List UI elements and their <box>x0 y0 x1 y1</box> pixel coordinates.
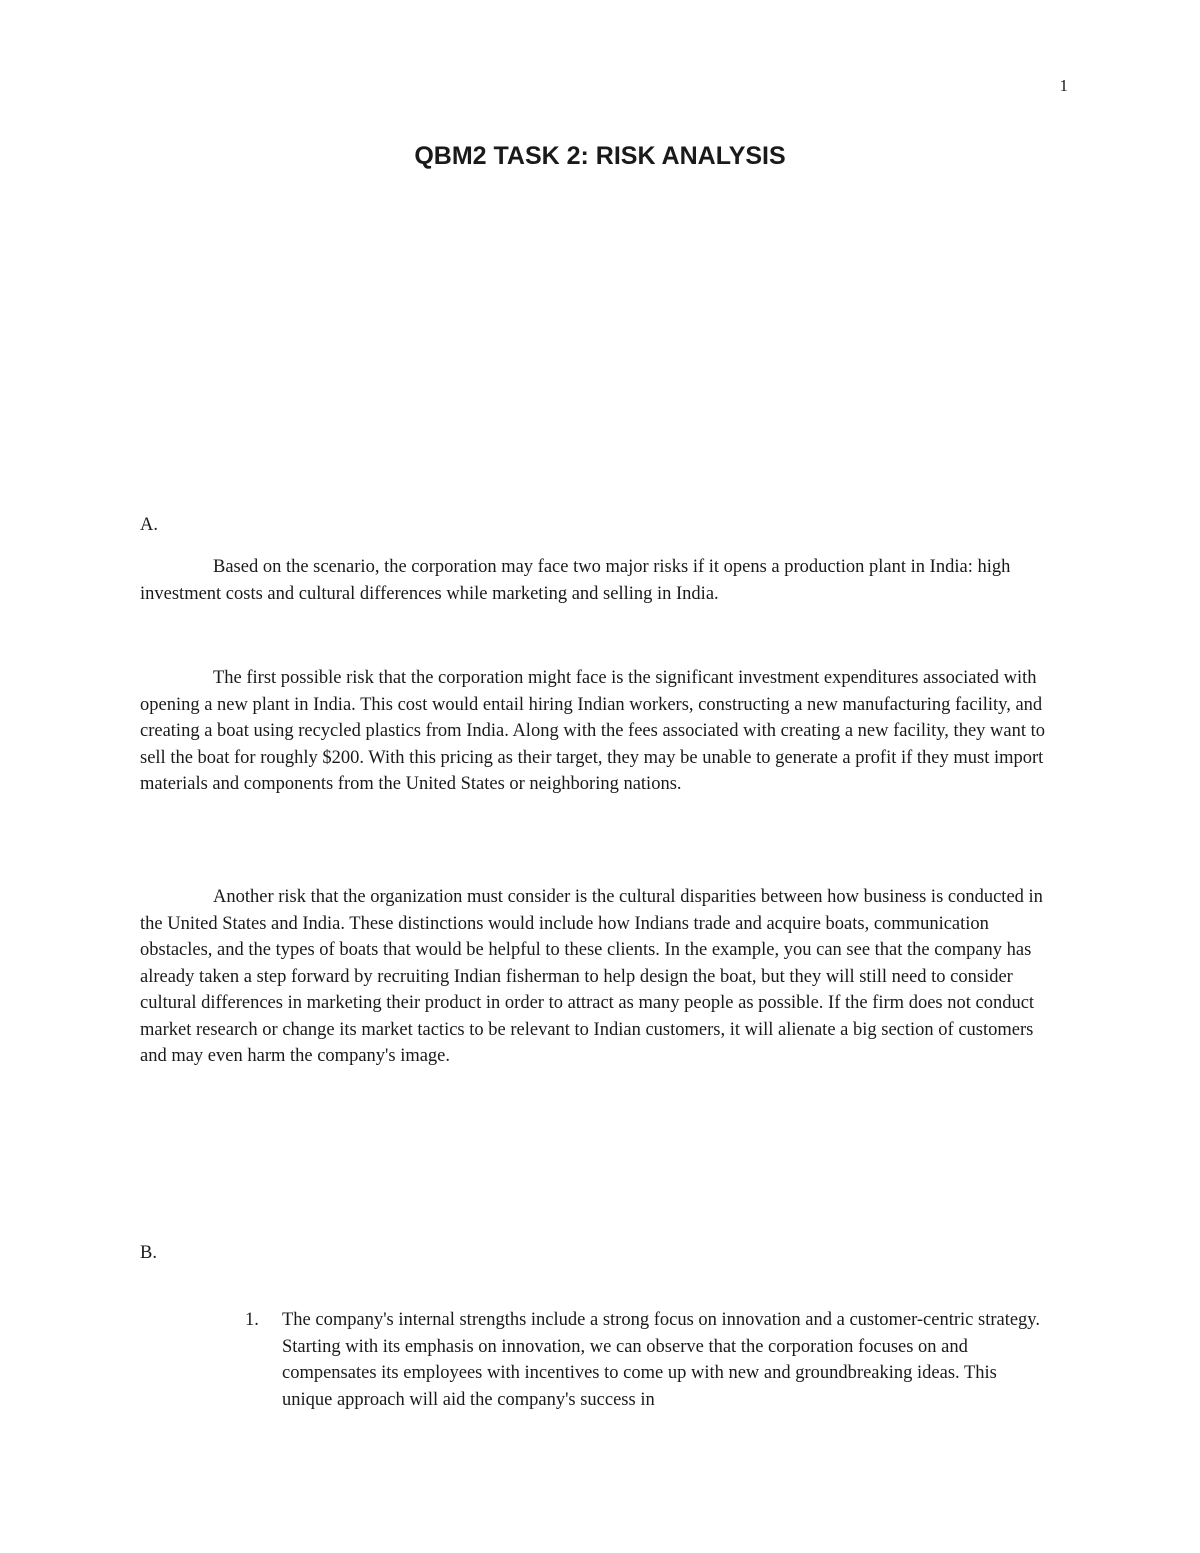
section-a-paragraph-2: The first possible risk that the corporation might face is the significant investment expenditures associated with opening a new plant in India. This cost would entail hiring Indian workers, constructing a new manufacturing facility, and creating a boat using recycled plastics from India. Along with the fees associated with creating a new facility, they want to sell the boat for roughly $200. With this pricing as their target, they may be unable to generate a profit if they must import materials and components from the United States or neighboring nations. <box>140 668 1046 794</box>
section-b-label: B. <box>140 1243 157 1263</box>
list-item-number: 1. <box>245 1310 259 1330</box>
section-a-paragraph-1: Based on the scenario, the corporation may face two major risks if it opens a production plant in India: high investment costs and cultural differences while marketing and selling in India. <box>140 557 1011 604</box>
list-item <box>245 1307 1045 1413</box>
page-title: QBM2 TASK 2: RISK ANALYSIS <box>414 142 786 170</box>
section-a-label: A. <box>140 515 158 535</box>
section-a-paragraph-3: Another risk that the organization must consider is the cultural disparities between how business is conducted in the United States and India. These distinctions would include how Indians trade and acquire boats, communication obstacles, and the types of boats that would be helpful to these clients. In the example, you can see that the company has already taken a step forward by recruiting Indian fisherman to help design the boat, but they will still need to consider cultural differences in marketing their product in order to attract as many people as possible. If the firm does not conduct market research or change its market tactics to be relevant to Indian customers, it will alienate a big section of customers and may even harm the company's image. <box>140 887 1043 1066</box>
list-item-text: The company's internal strengths include a strong focus on innovation and a customer-centric strategy. Starting with its emphasis on innovation, we can observe that the corporation focuses on and compensates its employees with incentives to come up with new and groundbreaking ideas. This unique approach will aid the company's success in <box>282 1310 1040 1410</box>
page-number: 1 <box>1059 76 1068 95</box>
